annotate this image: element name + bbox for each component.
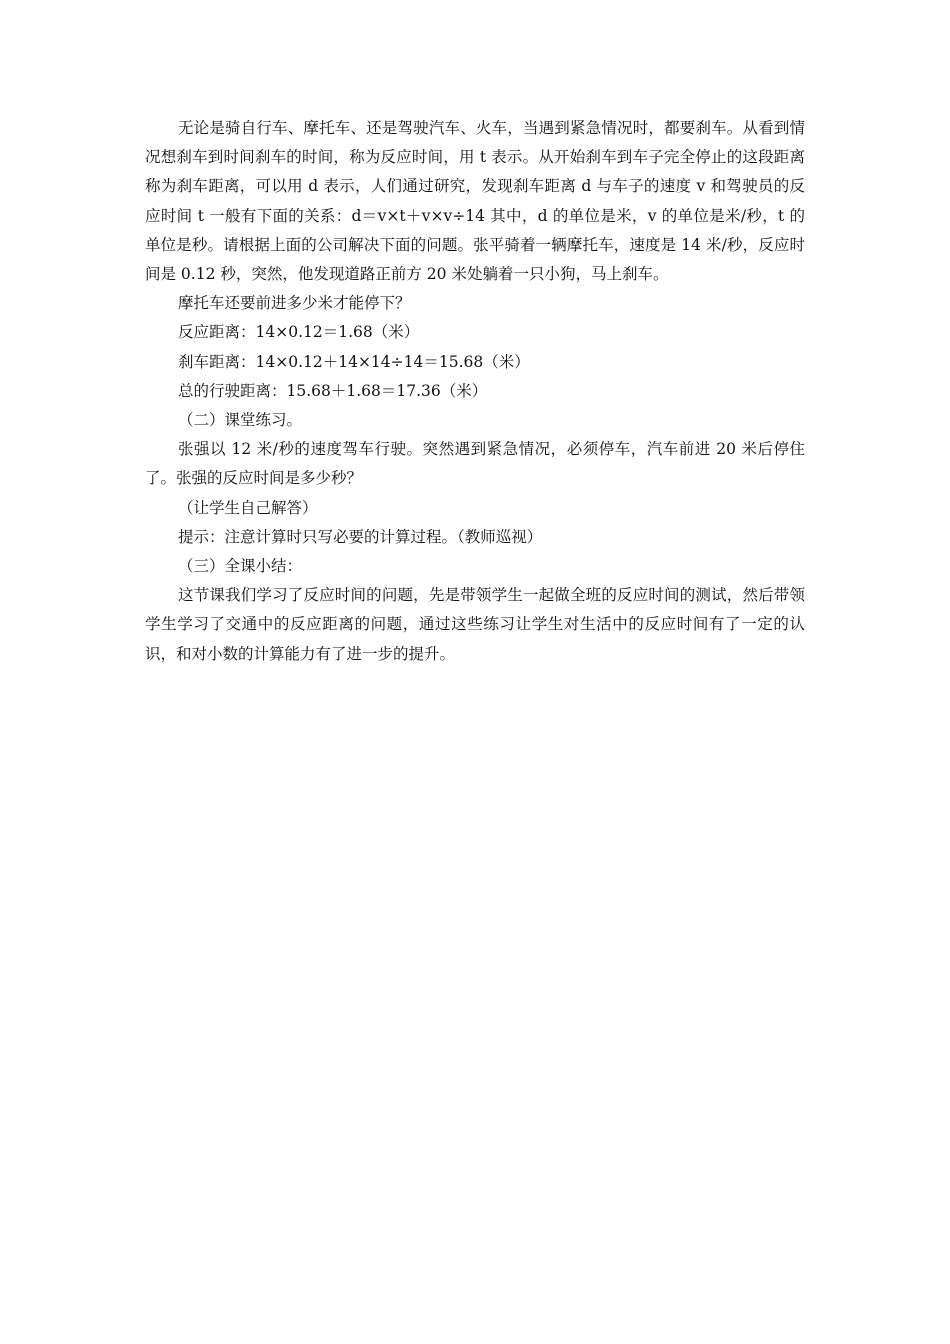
section-heading-practice: （二）课堂练习。: [178, 411, 303, 430]
reaction-distance-line: 反应距离：14×0.12＝1.68（米）: [178, 323, 420, 342]
total-distance-line: 总的行驶距离：15.68＋1.68＝17.36（米）: [178, 381, 488, 400]
paragraph-summary: 这节课我们学习了反应时间的问题，先是带领学生一起做全班的反应时间的测试，然后带领学生学习了交通中的反应距离的问题，通过这些练习让学生对生活中的反应时间有了一定的认识，和对小数的计算能力有了进一步的提升。: [145, 586, 805, 663]
braking-distance-line: 刹车距离：14×0.12＋14×14÷14＝15.68（米）: [178, 352, 530, 371]
paragraph-braking-intro: 无论是骑自行车、摩托车、还是驾驶汽车、火车，当遇到紧急情况时，都要刹车。从看到情况想刹车到时间刹车的时间，称为反应时间，用 t 表示。从开始刹车到车子完全停止的这段距离称为刹车距离，可以用 d 表示，人们通过研究，发现刹车距离 d 与车子的速度 v 和驾驶员的反应时间 t 一般有下面的关系：d＝v×t＋v×v÷14 其中，d 的单位是米，v 的单位是米/秒，t 的单位是秒。请根据上面的公司解决下面的问题。张平骑着一辆摩托车，速度是 14 米/秒，反应时间是 0.12 秒，突然，他发现道路正前方 20 米处躺着一只小狗，马上刹车。: [145, 119, 805, 284]
paragraph-practice-problem: 张强以 12 米/秒的速度驾车行驶。突然遇到紧急情况，必须停车，汽车前进 20 米后停住了。张强的反应时间是多少秒？: [145, 440, 805, 488]
document-body: [145, 114, 805, 669]
hint-line: 提示：注意计算时只写必要的计算过程。（教师巡视）: [178, 527, 543, 546]
question-line: 摩托车还要前进多少米才能停下？: [178, 294, 411, 313]
section-heading-summary: （三）全课小结：: [178, 557, 303, 576]
student-solve-note: （让学生自己解答）: [178, 498, 318, 517]
